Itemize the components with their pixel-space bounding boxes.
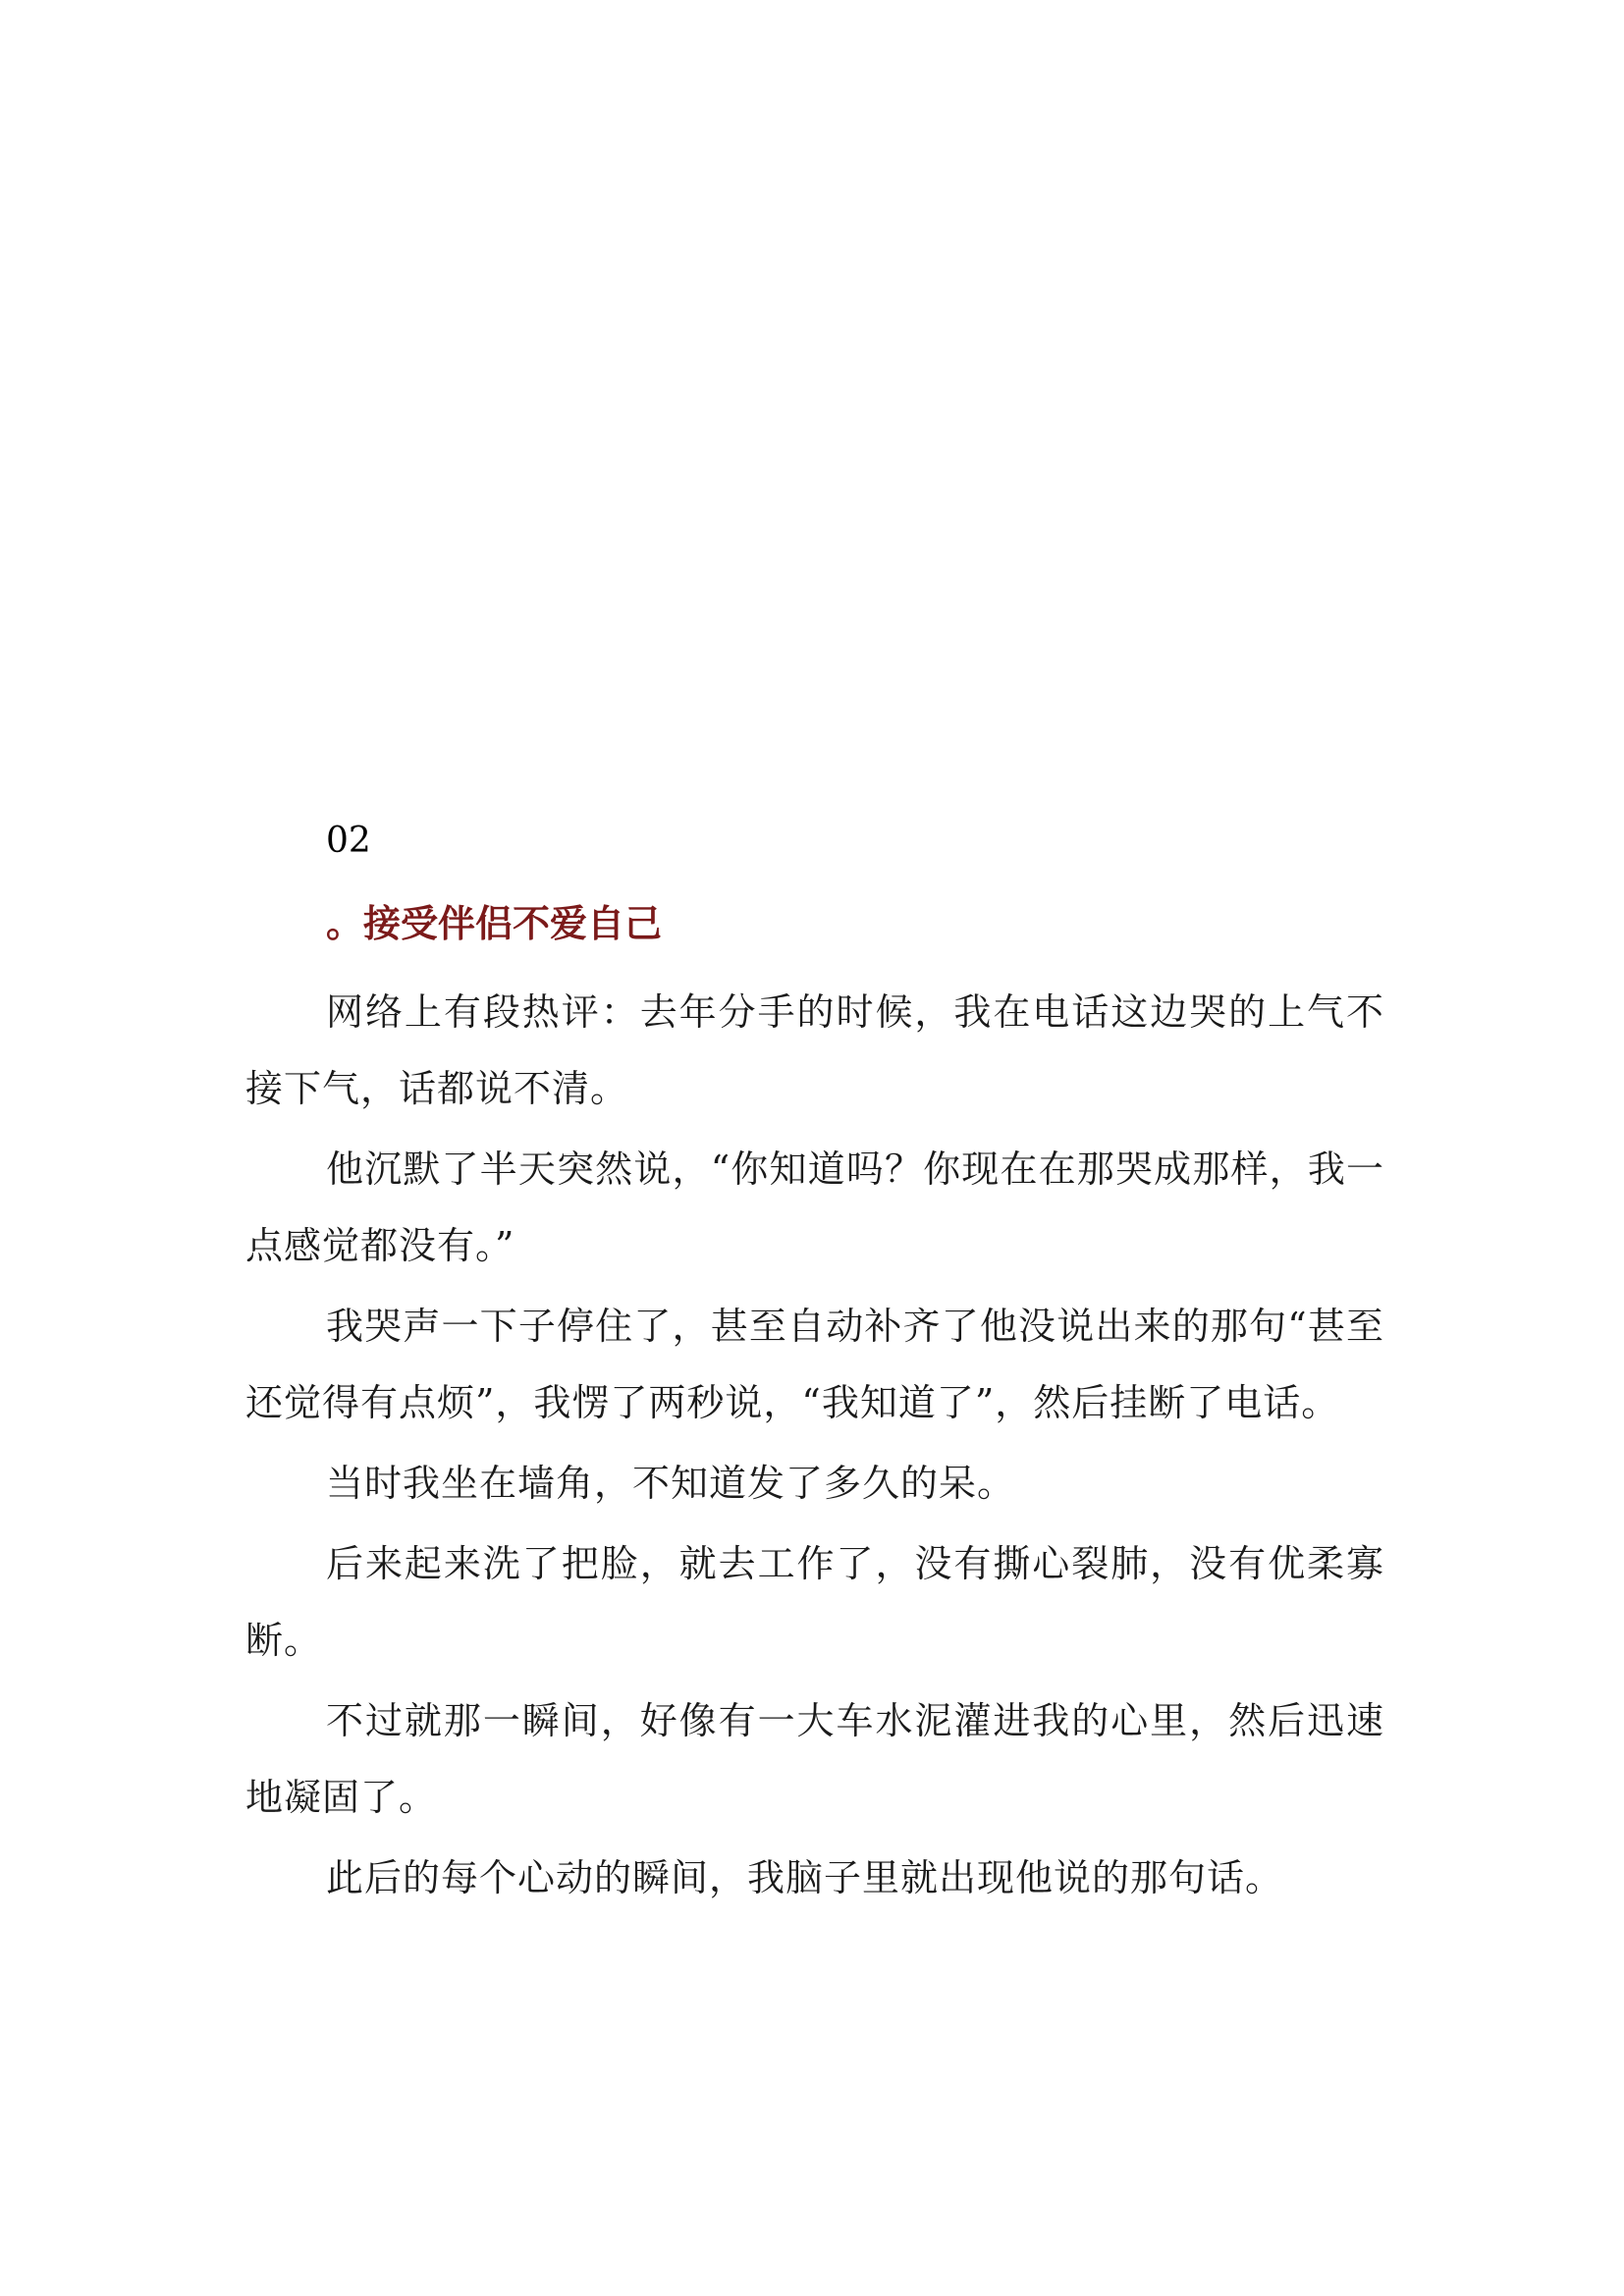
paragraph-6: 不过就那一瞬间，好像有一大车水泥灌进我的心里，然后迅速地凝固了。: [245, 1699, 1384, 1819]
section-number: 02: [326, 821, 371, 861]
article-body: [245, 974, 1384, 1920]
paragraph-2: 他沉默了半天突然说，“你知道吗？你现在在那哭成那样，我一点感觉都没有。”: [245, 1148, 1384, 1267]
paragraph-5: 后来起来洗了把脸，就去工作了，没有撕心裂肺，没有优柔寡断。: [245, 1542, 1384, 1662]
paragraph-4: 当时我坐在墙角，不知道发了多久的呆。: [326, 1462, 1016, 1505]
section-heading: 。接受伴侣不爱自己: [326, 902, 663, 945]
paragraph-7: 此后的每个心动的瞬间，我脑子里就出现他说的那句话。: [326, 1856, 1284, 1899]
paragraph-3: 我哭声一下子停住了，甚至自动补齐了他没说出来的那句“甚至还觉得有点烦”，我愣了两秒说，“我知道了”，然后挂断了电话。: [245, 1305, 1384, 1424]
paragraph-1: 网络上有段热评：去年分手的时候，我在电话这边哭的上气不接下气，话都说不清。: [245, 990, 1384, 1110]
